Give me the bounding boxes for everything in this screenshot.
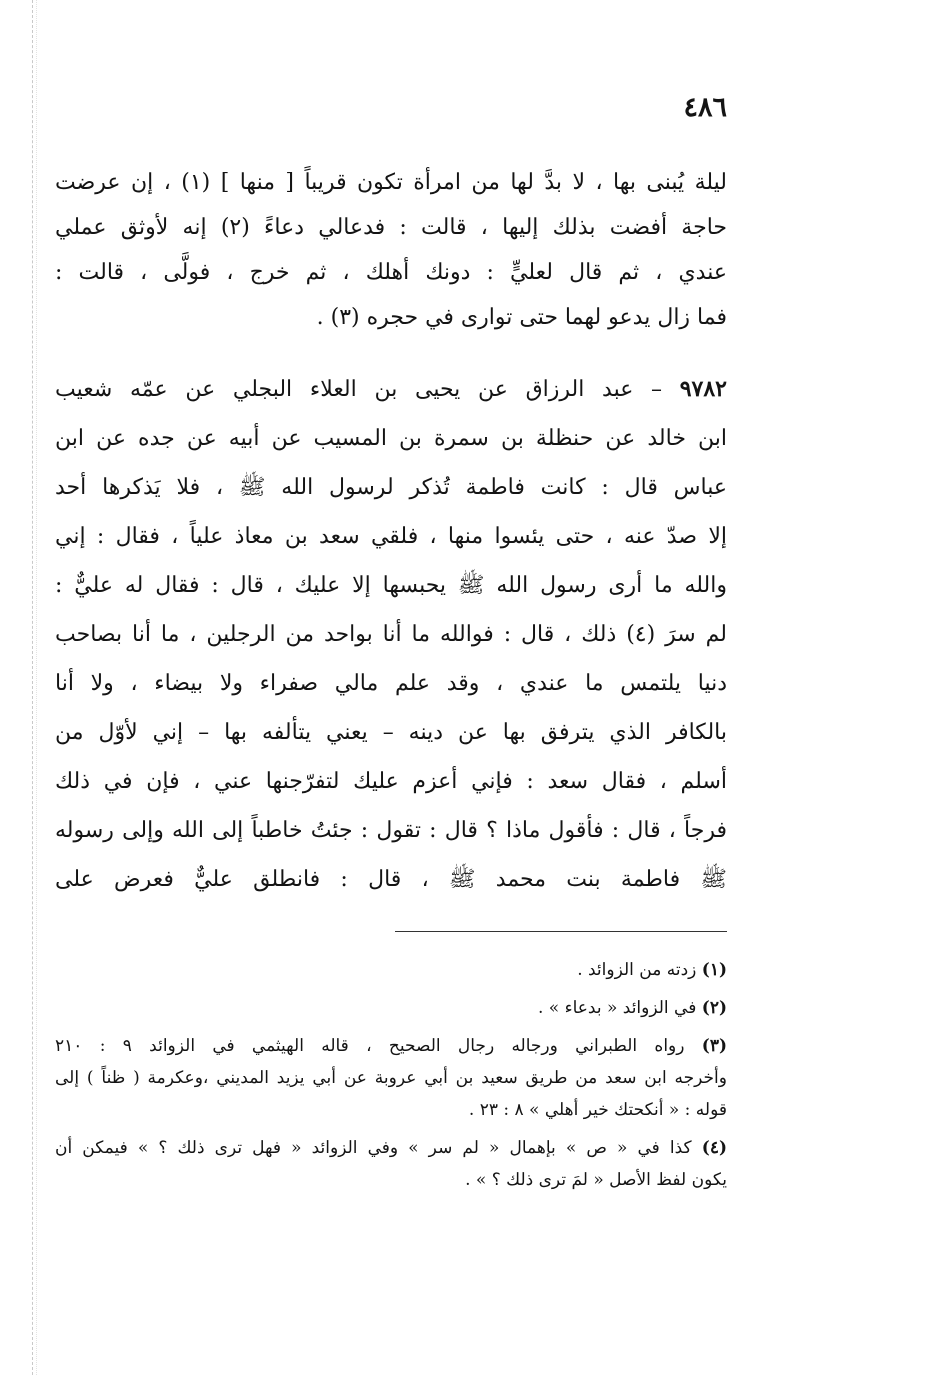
footnote-number: (٣) (701, 1036, 727, 1056)
footnote-line (55, 1132, 727, 1164)
text-line: دنيا يلتمس ما عندي ، وقد علم مالي صفراء ولا بيضاء ، ولا أنا (55, 671, 727, 696)
text-segment: – عبد الرزاق عن يحيى بن العلاء البجلي عن عمّه شعيب (55, 377, 680, 402)
footnote-line: قوله : « أنكحتك خير أهلي » ٨ : ٢٣ . (468, 1100, 727, 1120)
footnote-text: كذا في « ص » بإهمال « لم سر » وفي الزوائد « فهل ترى ذلك ؟ » فيمكن أن (55, 1138, 692, 1158)
footnotes (55, 954, 727, 1202)
scan-edge-line (36, 0, 37, 1375)
footnote-line: وأخرجه ابن سعد من طريق سعيد بن أبي عروبة عن أبي يزيد المديني ،وعكرمة ( ظناً ) إلى (55, 1068, 727, 1088)
text-line: والله ما أرى رسول الله ﷺ يحبسها إلا عليك ، قال : فقال له عليٌّ : (55, 573, 727, 598)
text-line: فما زال يدعو لهما حتى توارى في حجره (٣) . (316, 305, 727, 330)
main-text (55, 160, 727, 904)
text-line: ليلة يُبنى بها ، لا بدَّ لها من امرأة تكون قريباً [ منها ] (١) ، إن عرضت (55, 170, 727, 195)
text-line: عندي ، ثم قال لعليٍّ : دونك أهلك ، ثم خرج ، فولَّى ، قالت : (55, 260, 727, 285)
text-line (55, 365, 727, 414)
text-line: بالكافر الذي يترفق بها عن دينه – يعني يتألفه بها – إني لأوّل من (55, 720, 727, 745)
footnote-2 (55, 992, 727, 1024)
text-line: أسلم ، فقال سعد : فإني أعزم عليك لتفرّجنها عني ، فإن في ذلك (55, 769, 727, 794)
paragraph (55, 160, 727, 340)
text-line: عباس قال : كانت فاطمة تُذكر لرسول الله ﷺ ، فلا يَذكرها أحد (55, 475, 727, 500)
book-page (55, 0, 727, 1375)
footnote-line: يكون لفظ الأصل « لمَ ترى ذلك ؟ » . (465, 1170, 727, 1190)
footnote-number: (٤) (701, 1138, 727, 1158)
text-line: حاجة أفضت بذلك إليها ، قالت : فدعالي دعاءً (٢) إنه لأوثق عملي (55, 215, 727, 240)
footnote-number: (٢) (701, 998, 727, 1018)
footnote-line (55, 954, 727, 986)
hadith-paragraph (55, 365, 727, 904)
footnote-number: (١) (701, 960, 727, 980)
text-line: إلا صدّ عنه ، حتى يئسوا منها ، فلقي سعد بن معاذ علياً ، فقال : إني (55, 524, 727, 549)
footnote-text: في الزوائد « بدعاء » . (537, 998, 697, 1018)
footnote-4 (55, 1132, 727, 1196)
text-line: لم سرَ (٤) ذلك ، قال : فوالله ما أنا بواحد من الرجلين ، ما أنا بصاحب (55, 622, 727, 647)
page-number: ٤٨٦ (683, 92, 727, 123)
footnote-3 (55, 1030, 727, 1126)
footnote-text: رواه الطبراني ورجاله رجال الصحيح ، قاله الهيثمي في الزوائد ٩ : ٢١٠ (55, 1036, 685, 1056)
footnote-1 (55, 954, 727, 986)
text-line: فرجاً ، قال : فأقول ماذا ؟ قال : تقول : جئتُ خاطباً إلى الله وإلى رسوله (55, 818, 727, 843)
text-line: ﷺ فاطمة بنت محمد ﷺ ، قال : فانطلق عليٌّ فعرض على (55, 867, 727, 892)
footnote-line (55, 992, 727, 1024)
text-line: ابن خالد عن حنظلة بن سمرة بن المسيب عن أبيه عن جده عن ابن (55, 426, 727, 451)
hadith-number: ٩٧٨٢ (679, 376, 727, 402)
scan-edge-line (32, 0, 33, 1375)
footnote-line (55, 1030, 727, 1062)
footnote-text: زدته من الزوائد . (577, 960, 697, 980)
footnote-separator (395, 931, 727, 932)
